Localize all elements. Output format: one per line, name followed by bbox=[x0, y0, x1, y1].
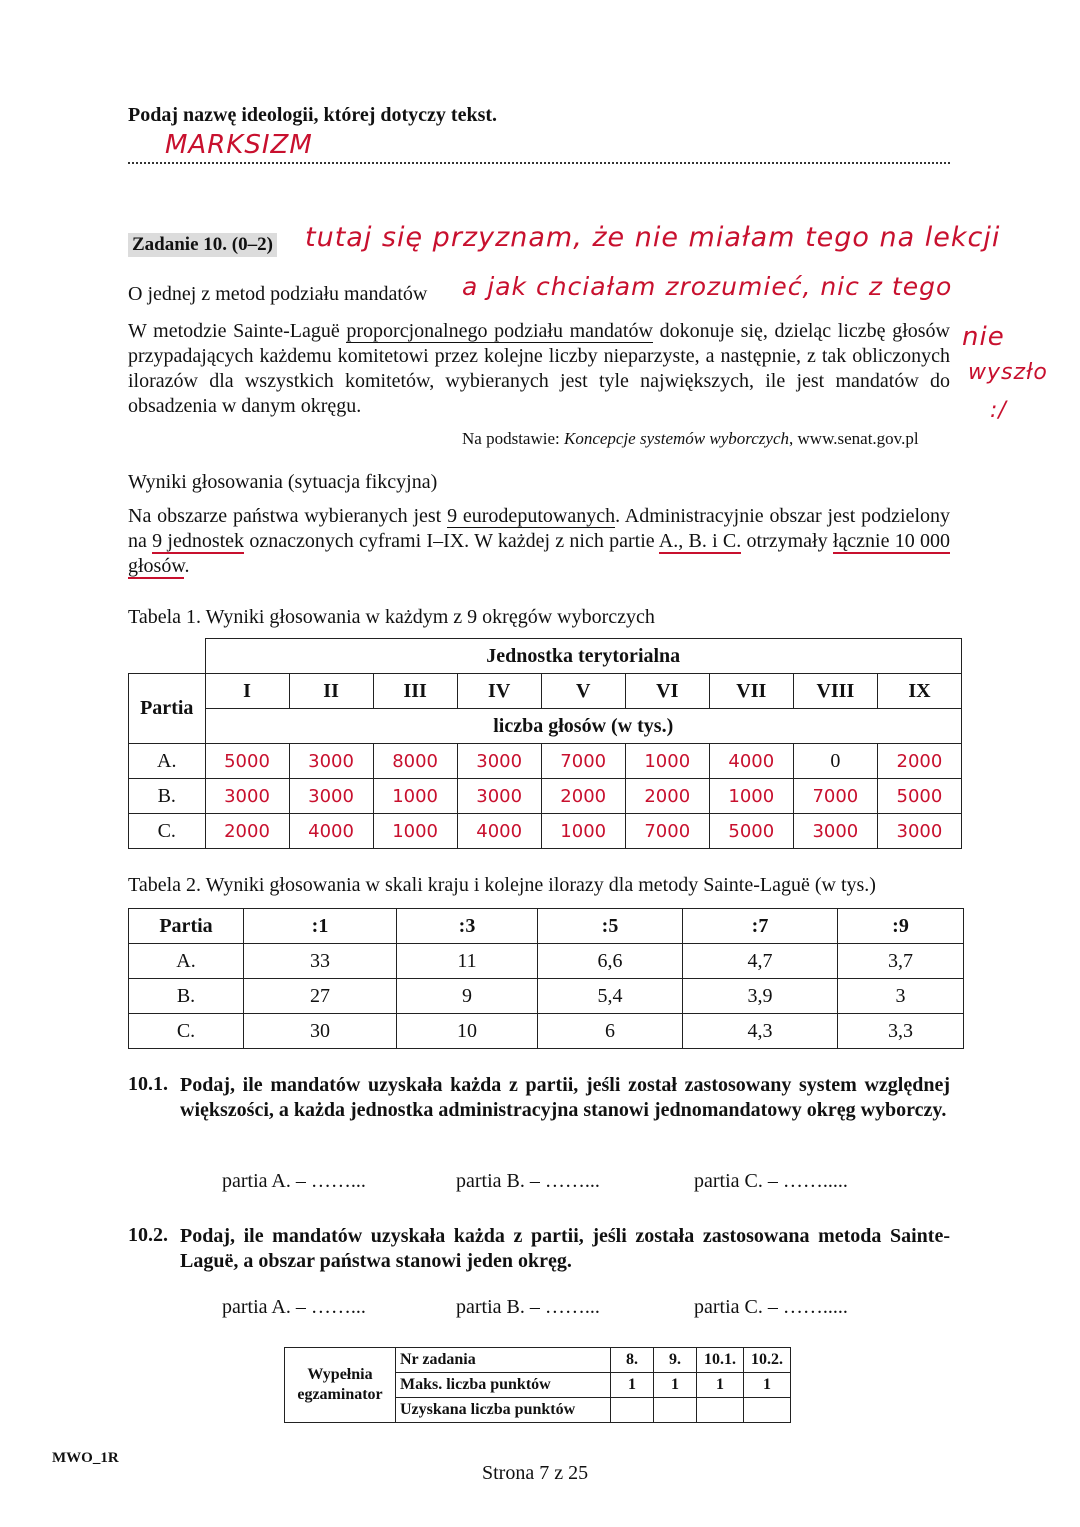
unit-col: VIII bbox=[793, 674, 877, 709]
vote-cell: 7000 bbox=[793, 779, 877, 814]
table-2-cell: 6 bbox=[538, 1014, 683, 1049]
party-cell: B. bbox=[129, 779, 206, 814]
earned-points-cell[interactable] bbox=[654, 1398, 697, 1423]
party-cell: C. bbox=[129, 814, 206, 849]
vote-cell: 8000 bbox=[373, 744, 457, 779]
vote-cell: 5000 bbox=[877, 779, 961, 814]
vote-cell: 1000 bbox=[373, 814, 457, 849]
max-points-label: Maks. liczba punktów bbox=[396, 1373, 611, 1398]
vote-cell: 4000 bbox=[289, 814, 373, 849]
examiner-label bbox=[285, 1348, 396, 1423]
max-points-cell: 1 bbox=[744, 1373, 791, 1398]
table-2-cell: 5,4 bbox=[538, 979, 683, 1014]
q10-1-answer-c[interactable]: partia C. – ……..... bbox=[694, 1170, 848, 1192]
table-2-caption: Tabela 2. Wyniki głosowania w skali kraju i kolejne ilorazy dla metody Sainte-Laguë (w tys.) bbox=[128, 874, 876, 896]
table-row bbox=[129, 744, 962, 779]
results-heading: Wyniki głosowania (sytuacja fikcyjna) bbox=[128, 471, 438, 493]
paragraph-end: dokonuje się, dzieląc liczbę głosów przypadających każdemu komitetowi przez kolejne liczby nieparzyste, a następnie, z tak obliczonych ilorazów dla wszystkich komitetów, wybieranych jest tyle największych, ile jest mandatów do obsadzenia w danym okręgu. bbox=[128, 320, 950, 417]
table-row bbox=[129, 979, 964, 1014]
table-1-caption: Tabela 1. Wyniki głosowania w każdym z 9 okręgów wyborczych bbox=[128, 606, 655, 628]
task-10-intro: O jednej z metod podziału mandatów bbox=[128, 283, 428, 305]
table-2-header: :7 bbox=[683, 909, 838, 944]
paragraph-start: W metodzie Sainte-Laguë bbox=[128, 320, 347, 342]
table-row bbox=[129, 779, 962, 814]
unit-col: I bbox=[205, 674, 289, 709]
q10-1-number: 10.1. bbox=[128, 1073, 168, 1095]
max-points-cell: 1 bbox=[611, 1373, 654, 1398]
table-1 bbox=[128, 638, 962, 849]
table-2-cell: 9 bbox=[397, 979, 538, 1014]
examiner-label-2: egzaminator bbox=[297, 1386, 383, 1403]
table-2-cell: 11 bbox=[397, 944, 538, 979]
table-row bbox=[129, 814, 962, 849]
source-url: , www.senat.gov.pl bbox=[789, 429, 919, 448]
q10-1-answer-a[interactable]: partia A. – ……... bbox=[222, 1170, 366, 1192]
examiner-score-box bbox=[284, 1347, 791, 1423]
results-text-2: . Administracyjnie obszar jest podzielony na bbox=[128, 505, 951, 552]
task-number-cell: 10.2. bbox=[744, 1348, 791, 1373]
q10-2-answer-a[interactable]: partia A. – ……... bbox=[222, 1296, 366, 1318]
vote-cell: 2000 bbox=[205, 814, 289, 849]
vote-cell: 7000 bbox=[625, 814, 709, 849]
handwritten-note-line1: tutaj się przyznam, że nie miałam tego na lekcji bbox=[305, 222, 1001, 253]
table-row bbox=[129, 944, 964, 979]
handwritten-note-side3: :/ bbox=[990, 398, 1007, 423]
results-text-3: oznaczonych cyframi I–IX. W każdej z nich partie bbox=[244, 530, 659, 552]
table-2-cell: 30 bbox=[244, 1014, 397, 1049]
vote-cell: 3000 bbox=[289, 744, 373, 779]
table-2 bbox=[128, 908, 964, 1049]
vote-cell: 3000 bbox=[205, 779, 289, 814]
results-underlined-2: 9 jednostek bbox=[152, 530, 245, 552]
unit-col: II bbox=[289, 674, 373, 709]
results-underlined-4: łącznie 10 000 głosów bbox=[128, 530, 950, 577]
table-2-cell: 3,7 bbox=[838, 944, 964, 979]
vote-cell: 1000 bbox=[373, 779, 457, 814]
paragraph-underlined: proporcjonalnego podziału mandatów bbox=[346, 320, 653, 342]
question-9-prompt: Podaj nazwę ideologii, której dotyczy tekst. bbox=[128, 104, 498, 126]
table-2-cell: C. bbox=[129, 1014, 244, 1049]
table-row bbox=[129, 1014, 964, 1049]
vote-cell: 1000 bbox=[541, 814, 625, 849]
vote-cell: 4000 bbox=[457, 814, 541, 849]
task-number-cell: 9. bbox=[654, 1348, 697, 1373]
vote-cell: 3000 bbox=[457, 779, 541, 814]
table-2-cell: 4,7 bbox=[683, 944, 838, 979]
q10-2-answer-c[interactable]: partia C. – ……..... bbox=[694, 1296, 848, 1318]
max-points-cell: 1 bbox=[697, 1373, 744, 1398]
task-10-paragraph bbox=[128, 319, 950, 419]
q10-2-answer-b[interactable]: partia B. – ……... bbox=[456, 1296, 600, 1318]
table-2-cell: 6,6 bbox=[538, 944, 683, 979]
votes-header: liczba głosów (w tys.) bbox=[205, 709, 962, 744]
q10-1-text: Podaj, ile mandatów uzyskała każda z partii, jeśli został zastosowany system względnej większości, a każda jednostka administracyjna stanowi jednomandatowy okręg wyborczy. bbox=[180, 1074, 950, 1121]
earned-points-cell[interactable] bbox=[744, 1398, 791, 1423]
results-paragraph bbox=[128, 504, 950, 579]
table-2-header: :1 bbox=[244, 909, 397, 944]
table-2-header: :5 bbox=[538, 909, 683, 944]
task-number-label: Nr zadania bbox=[396, 1348, 611, 1373]
vote-cell: 3000 bbox=[289, 779, 373, 814]
handwritten-note-side1: nie bbox=[962, 322, 1005, 352]
table-2-header: :9 bbox=[838, 909, 964, 944]
task-10-title: Zadanie 10. (0–2) bbox=[128, 233, 277, 257]
vote-cell: 3000 bbox=[793, 814, 877, 849]
unit-col: III bbox=[373, 674, 457, 709]
table-2-cell: 10 bbox=[397, 1014, 538, 1049]
vote-cell: 5000 bbox=[205, 744, 289, 779]
source-prefix: Na podstawie: bbox=[462, 429, 564, 448]
table-2-cell: 4,3 bbox=[683, 1014, 838, 1049]
q10-1-answer-b[interactable]: partia B. – ……... bbox=[456, 1170, 600, 1192]
table-2-header: :3 bbox=[397, 909, 538, 944]
handwritten-note-line2: a jak chciałam zrozumieć, nic z tego bbox=[462, 272, 953, 301]
unit-col: VI bbox=[625, 674, 709, 709]
vote-cell: 2000 bbox=[541, 779, 625, 814]
vote-cell: 3000 bbox=[457, 744, 541, 779]
table-2-header: Partia bbox=[129, 909, 244, 944]
q10-2-text: Podaj, ile mandatów uzyskała każda z partii, jeśli została zastosowana metoda Sainte-Laguë, a obszar państwa stanowi jeden okręg. bbox=[180, 1225, 950, 1272]
vote-cell: 3000 bbox=[877, 814, 961, 849]
results-text-1: Na obszarze państwa wybieranych jest bbox=[128, 505, 448, 527]
vote-cell: 1000 bbox=[625, 744, 709, 779]
table-1-empty-corner bbox=[129, 639, 206, 674]
vote-cell: 2000 bbox=[625, 779, 709, 814]
vote-cell: 7000 bbox=[541, 744, 625, 779]
results-underlined-3: A., B. i C. bbox=[658, 530, 742, 552]
q10-2-number: 10.2. bbox=[128, 1224, 168, 1246]
earned-points-cell[interactable] bbox=[697, 1398, 744, 1423]
earned-points-cell[interactable] bbox=[611, 1398, 654, 1423]
table-2-cell: 33 bbox=[244, 944, 397, 979]
task-number-cell: 10.1. bbox=[697, 1348, 744, 1373]
exam-code: MWO_1R bbox=[52, 1450, 119, 1466]
results-text-4: otrzymały bbox=[741, 530, 833, 552]
table-2-cell: 3,3 bbox=[838, 1014, 964, 1049]
table-2-cell: 3 bbox=[838, 979, 964, 1014]
table-2-cell: A. bbox=[129, 944, 244, 979]
party-cell: A. bbox=[129, 744, 206, 779]
vote-cell: 2000 bbox=[877, 744, 961, 779]
vote-cell: 4000 bbox=[709, 744, 793, 779]
unit-col: VII bbox=[709, 674, 793, 709]
source-citation bbox=[462, 429, 919, 449]
handwritten-note-side2: wyszło bbox=[968, 360, 1048, 385]
earned-points-label: Uzyskana liczba punktów bbox=[396, 1398, 611, 1423]
source-title: Koncepcje systemów wyborczych bbox=[563, 429, 790, 448]
handwritten-answer: MARKSIZM bbox=[165, 130, 313, 160]
table-2-cell: 27 bbox=[244, 979, 397, 1014]
unit-header: Jednostka terytorialna bbox=[205, 639, 962, 674]
party-header: Partia bbox=[129, 674, 206, 744]
unit-col: V bbox=[541, 674, 625, 709]
page-number: Strona 7 z 25 bbox=[482, 1462, 589, 1484]
table-2-cell: 3,9 bbox=[683, 979, 838, 1014]
results-underlined-1: 9 eurodeputowanych bbox=[447, 505, 616, 527]
unit-col: IV bbox=[457, 674, 541, 709]
max-points-cell: 1 bbox=[654, 1373, 697, 1398]
examiner-label-1: Wypełnia bbox=[307, 1366, 373, 1383]
table-2-cell: B. bbox=[129, 979, 244, 1014]
results-text-5: . bbox=[184, 555, 190, 577]
vote-cell: 5000 bbox=[709, 814, 793, 849]
vote-cell: 1000 bbox=[709, 779, 793, 814]
unit-col: IX bbox=[877, 674, 961, 709]
task-number-cell: 8. bbox=[611, 1348, 654, 1373]
vote-cell: 0 bbox=[793, 744, 877, 779]
